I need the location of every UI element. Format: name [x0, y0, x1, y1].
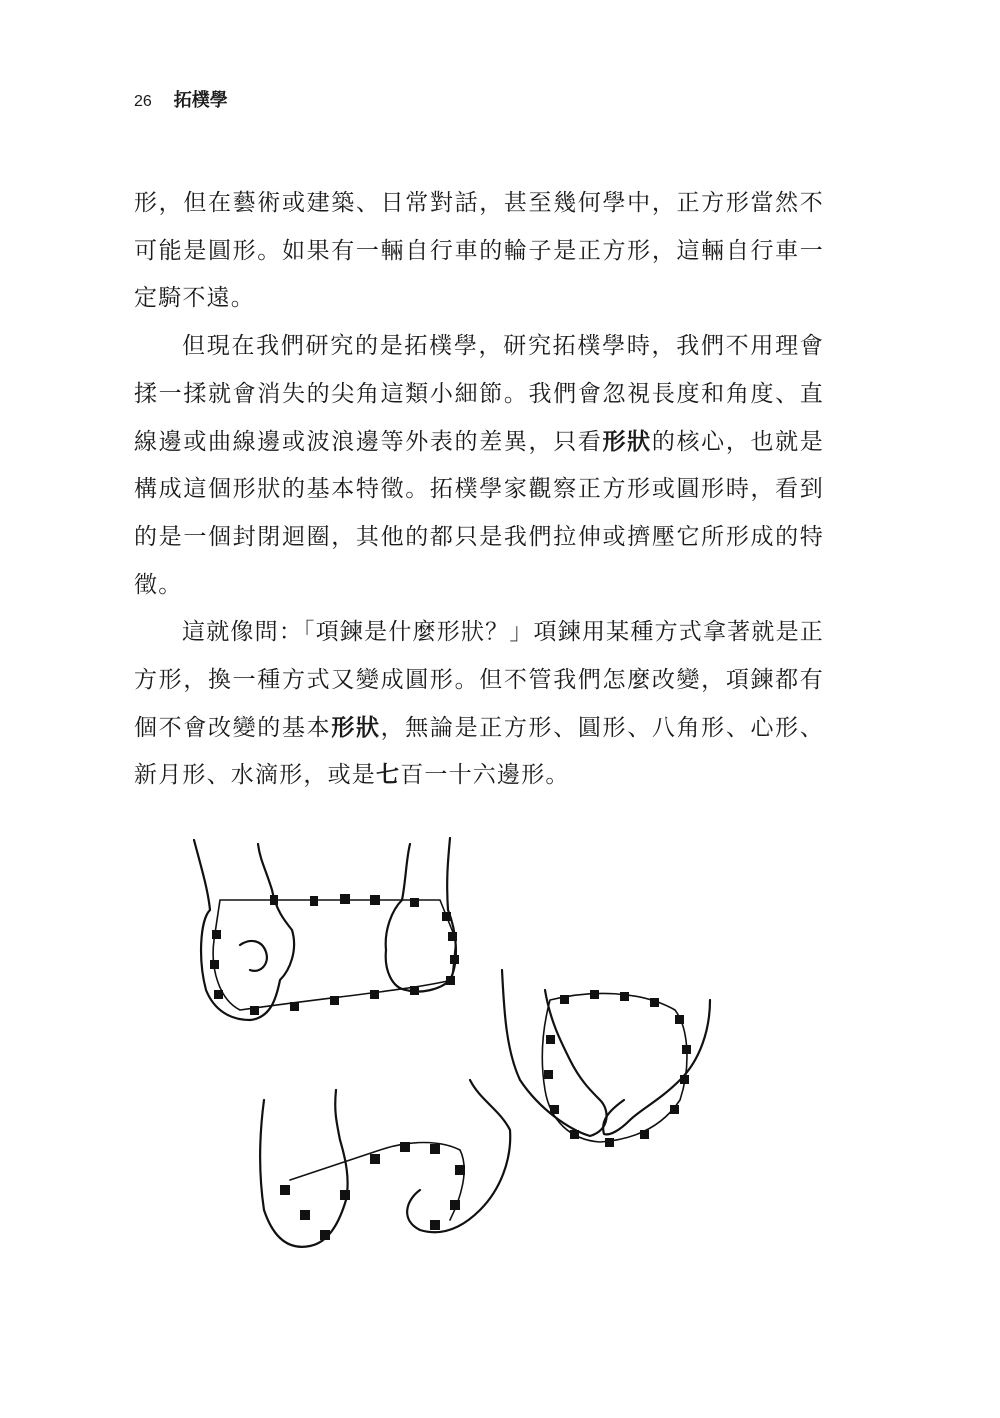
paragraph-2 [134, 323, 824, 609]
running-title: 拓樸學 [173, 90, 228, 111]
emphasis-shape: 形狀 [331, 714, 381, 741]
emphasis-shape: 形狀 [602, 428, 652, 455]
panel-bunched-necklace [260, 1080, 510, 1247]
text-segment: 的核心，也就是構成這個形狀的基本特徵。拓樸學家觀察正方形或圓形時，看到的是一個封閉迴圈，其他的都只是我們拉伸或擠壓它所形成的特徵。 [134, 428, 824, 598]
page-header [134, 86, 228, 112]
text-segment: 形，但在藝術或建築、日常對話，甚至幾何學中，正方形當然不可能是圓形。如果有一輛自行車的輪子是正方形，這輛自行車一定騎不遠。 [134, 190, 824, 312]
necklace-hands-drawing [180, 820, 780, 1300]
panel-circle-necklace [502, 970, 710, 1147]
text-segment: 但現在我們研究的是拓樸學，研究拓樸學時，我們不用理會揉一揉就會消失的尖角這類小細節。我們會忽視長度和角度、直線邊或曲線邊或波浪邊等外表的差異，只看 [134, 333, 824, 455]
emphasis-seven: 七 [376, 762, 401, 789]
page-number: 26 [134, 93, 152, 110]
panel-square-necklace [194, 838, 459, 1020]
body-text [134, 180, 824, 800]
necklace-illustration [180, 820, 780, 1300]
paragraph-1 [134, 180, 824, 323]
paragraph-3 [134, 609, 824, 800]
text-segment: ，無論是正方形、圓形、八角形、心形、新月形、水滴形，或是 [134, 714, 825, 789]
text-segment: 百一十六邊形。 [400, 762, 570, 789]
text-segment: 這就像問：「項鍊是什麼形狀？」項鍊用某種方式拿著就是正方形，換一種方式又變成圓形。但不管我們怎麼改變，項鍊都有個不會改變的基本 [134, 619, 824, 741]
